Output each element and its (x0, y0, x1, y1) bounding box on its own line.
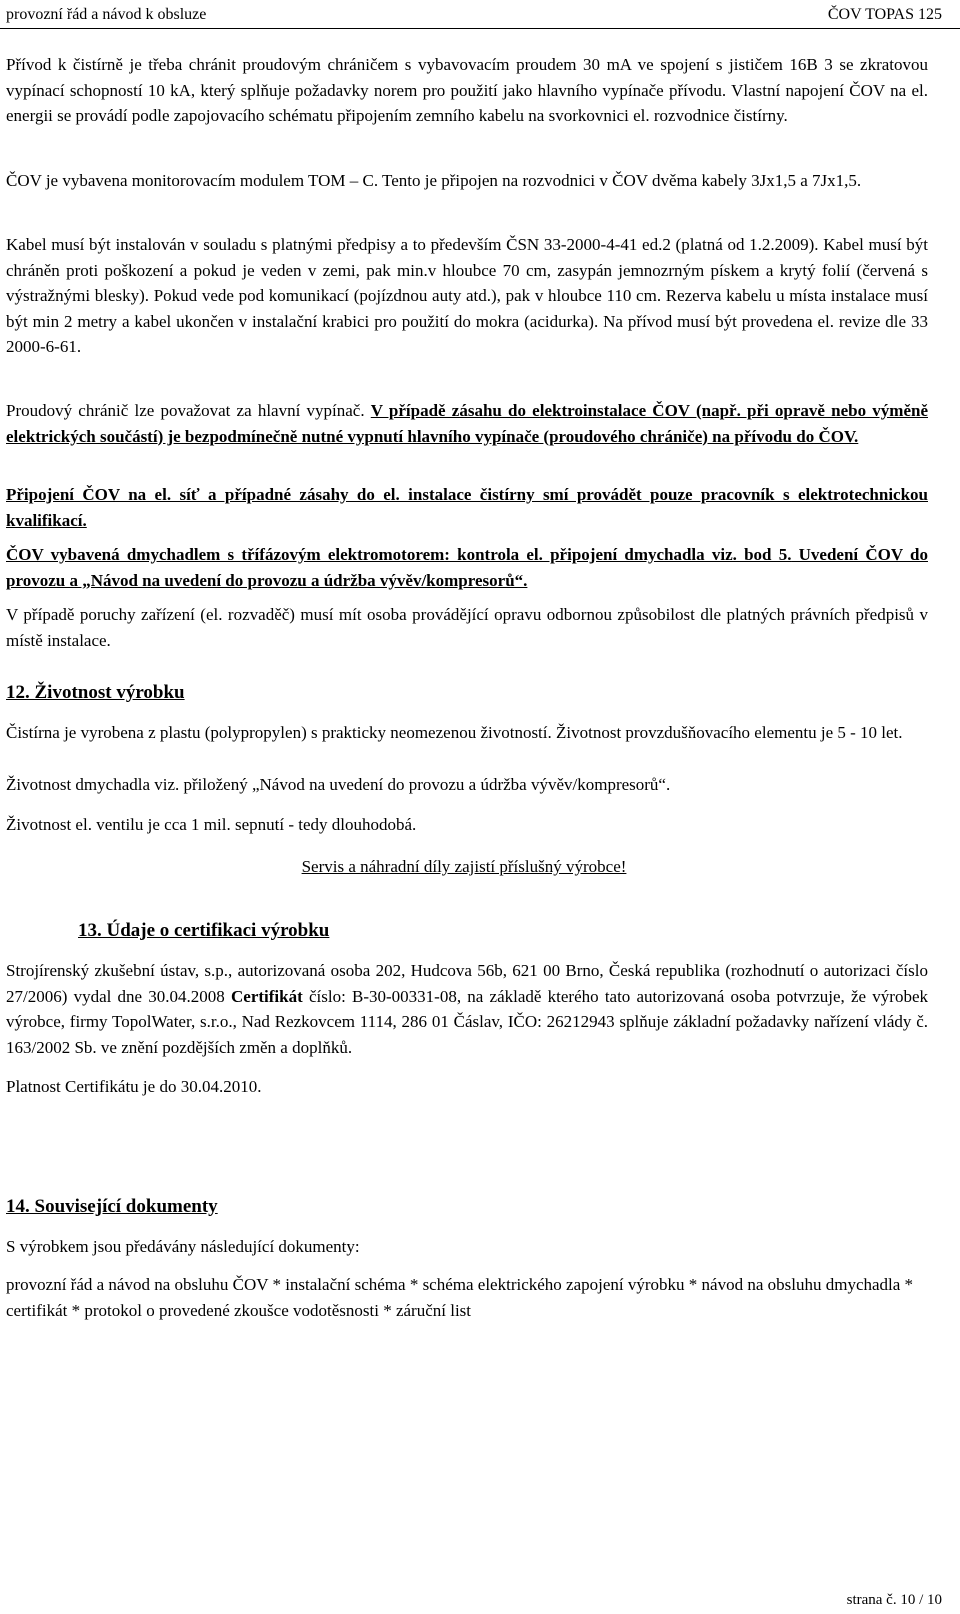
page-header (0, 0, 960, 29)
section-13-heading: 13. Údaje o certifikaci výrobku (78, 920, 330, 941)
paragraph-monitoring-module: ČOV je vybavena monitorovacím modulem TOM – C. Tento je připojen na rozvodnici v ČOV dvěma kabely 3Jx1,5 a 7Jx1,5. (6, 171, 862, 190)
paragraph-blower-connection (6, 542, 928, 593)
section-14-heading: 14. Související dokumenty (6, 1196, 218, 1217)
section-13-certificate-paragraph (6, 958, 928, 1060)
paragraph-main-switch (6, 398, 928, 449)
blower-connection-text: ČOV vybavená dmychadlem s třífázovým elektromotorem: kontrola el. připojení dmychadla viz. bod 5. (6, 545, 792, 564)
certificate-validity: Platnost Certifikátu je do 30.04.2010. (6, 1077, 262, 1096)
paragraph-cable-installation: Kabel musí být instalován v souladu s platnými předpisy a to především ČSN 33-2000-4-41 ed.2 (platná od 1.2.2009). Kabel musí být chráněn proti poškození a pokud je veden v zemi, pak min.v hloubce 70 cm, zasypán jemnozrným pískem a krytý folií (červená s výstražnými blesky). Pokud vede pod komunikací (pojízdnou auty atd.), pak v hloubce 110 cm. Rezerva kabelu u místa instalace musí být min 2 metry a kabel ukončen v instalační krabici pro použití do mokra (acidurka). Na přívod musí být provedena el. revize dle 33 2000-6-61. (6, 235, 928, 356)
paragraph-power-supply: Přívod k čistírně je třeba chránit proudovým chráničem s vybavovacím proudem 30 mA ve spojení s jističem 16B 3 se zkratovou vypínací schopností 10 kA, který splňuje požadavky norem pro použití jako hlavního vypínače přívodu. Vlastní napojení ČOV na el. energii se provádí podle zapojovacího schématu připojením zemního kabelu na svorkovnici el. rozvodnice čistírny. (6, 55, 928, 125)
section-12-heading: 12. Životnost výrobku (6, 682, 185, 703)
section-12-paragraph-3: Životnost el. ventilu je cca 1 mil. sepnutí - tedy dlouhodobá. (6, 815, 417, 834)
header-document-title: provozní řád a návod k obsluze (6, 6, 207, 23)
blower-manual-reference: Uvedení ČOV do provozu a „Návod na uvedení do provozu a údržba vývěv/kompresorů“. (6, 545, 928, 590)
certificate-label: Certifikát (231, 986, 303, 1006)
certificate-details-text: číslo: B-30-00331-08, na základě kterého tato autorizovaná osoba potvrzuje, že výrobek výrobce, firmy TopolWater, s.r.o., Nad Rezkovcem 1114, 286 01 Čáslav, IČO: 26212943 splňuje základní požadavky nařízení vlády č. 163/2002 Sb. ve znění pozdějších změn a doplňků. (6, 986, 929, 1057)
section-12-paragraph-1: Čistírna je vyrobena z plastu (polypropylen) s prakticky neomezenou životností. Životnost provzdušňovacího elementu je 5 - 10 let. (6, 723, 903, 742)
section-14-intro: S výrobkem jsou předávány následující dokumenty: (6, 1237, 360, 1256)
page-number: strana č. 10 / 10 (846, 1592, 942, 1608)
paragraph-fault-repair: V případě poruchy zařízení (el. rozvaděč) musí mít osoba provádějící opravu odbornou způsobilost dle platných právních předpisů v místě instalace. (6, 605, 928, 650)
section-12-paragraph-2: Životnost dmychadla viz. přiložený „Návod na uvedení do provozu a údržba vývěv/kompresorů“. (6, 775, 671, 794)
header-product-name: ČOV TOPAS 125 (827, 6, 942, 23)
main-switch-note: Proudový chránič lze považovat za hlavní vypínač. (6, 401, 371, 420)
section-14-document-list: provozní řád a návod na obsluhu ČOV * instalační schéma * schéma elektrického zapojení výrobku * návod na obsluhu dmychadla * certifikát * protokol o provedené zkoušce vodotěsnosti * záruční list (6, 1275, 914, 1320)
service-note: Servis a náhradní díly zajistí příslušný výrobce! (301, 857, 627, 876)
paragraph-qualified-personnel: Připojení ČOV na el. síť a případné zásahy do el. instalace čistírny smí provádět pouze pracovník s elektrotechnickou kvalifikací. (6, 485, 928, 530)
certificate-issuer-text: Strojírenský zkušební ústav, s.p., autorizovaná osoba 202, Hudcova 56b, 621 00 Brno, Česká republika (rozhodnutí o autorizaci číslo 27/2006) vydal dne 30.04.2008 (6, 961, 928, 1006)
main-switch-warning: V případě zásahu do elektroinstalace ČOV (např. při opravě nebo výměně elektrických součástí) je bezpodmínečně nutné vypnutí hlavního vypínače (proudového chrániče) na přívodu do ČOV. (6, 401, 928, 446)
